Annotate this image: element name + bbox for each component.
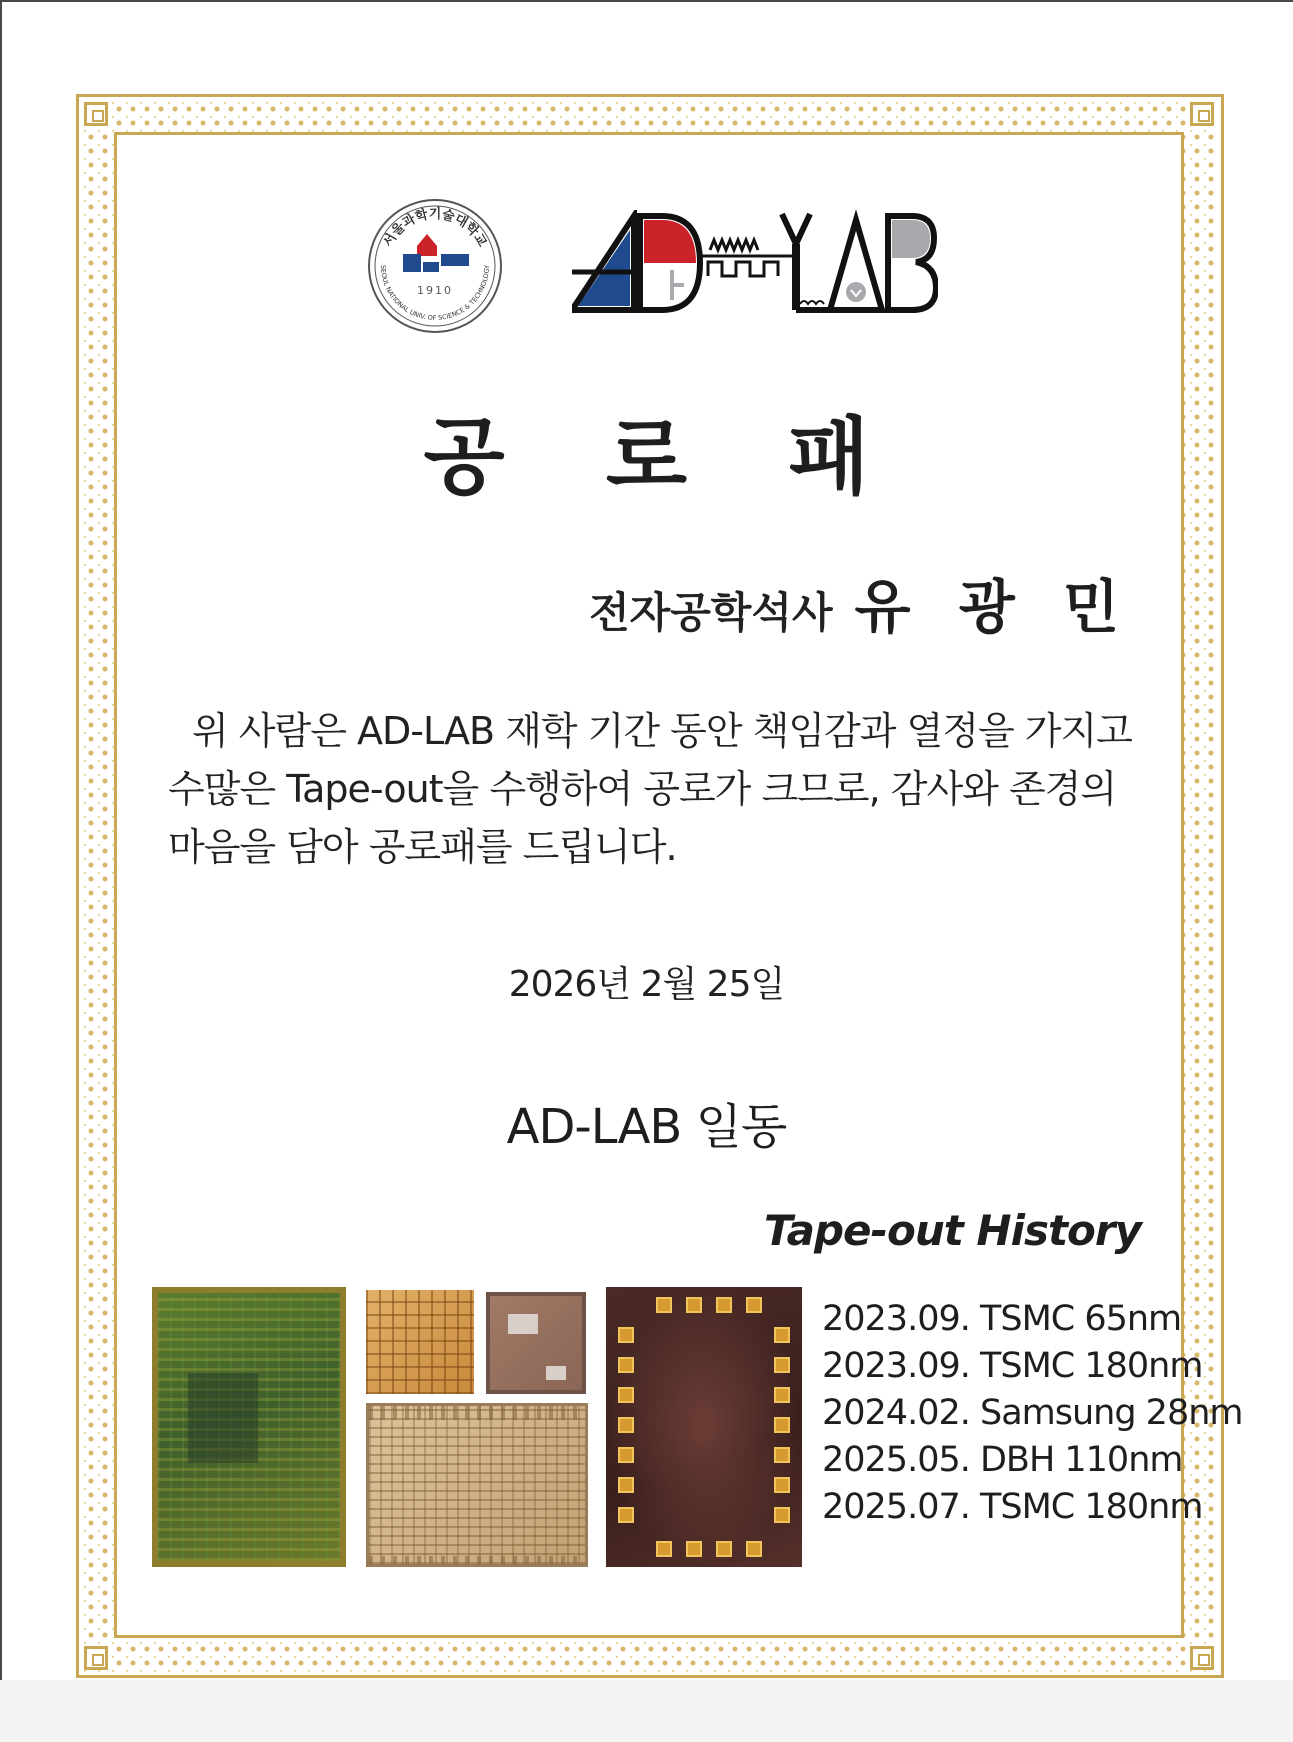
corner-ornament <box>1190 102 1214 126</box>
citation-line: 마음을 담아 공로패를 드립니다. <box>168 825 677 869</box>
seal-korean-name: 서울과학기술대학교 <box>380 207 490 250</box>
history-title: Tape-out History <box>763 1206 1141 1255</box>
seal-year: 1910 <box>417 284 453 297</box>
recipient-name: 유 광 민 <box>854 573 1133 641</box>
university-seal-logo <box>365 196 505 336</box>
page-bottom-margin <box>0 1680 1293 1742</box>
corner-ornament <box>84 102 108 126</box>
ad-lab-logo <box>572 210 938 316</box>
award-date: 2026년 2월 25일 <box>508 964 785 1005</box>
citation-line: 수많은 Tape-out을 수행하여 공로가 크므로, 감사와 존경의 <box>168 767 1117 811</box>
history-item: 2025.05. DBH 110nm <box>822 1440 1183 1480</box>
chip-die-photo <box>366 1290 474 1394</box>
history-item: 2025.07. TSMC 180nm <box>822 1487 1203 1527</box>
corner-ornament <box>1190 1646 1214 1670</box>
history-item: 2023.09. TSMC 65nm <box>822 1299 1182 1339</box>
citation-line: 위 사람은 AD-LAB 재학 기간 동안 책임감과 열정을 가지고 <box>192 709 1132 753</box>
chip-die-photo <box>366 1403 588 1567</box>
corner-ornament <box>84 1646 108 1670</box>
tapeout-history-list <box>822 1296 1243 1531</box>
presenter-signature: AD-LAB 일동 <box>506 1099 787 1155</box>
seal-english-name: SEOUL NATIONAL UNIV. OF SCIENCE & TECHNOLOGY <box>378 264 492 323</box>
chip-die-photo <box>606 1287 802 1567</box>
recipient-line <box>589 560 1133 644</box>
history-item: 2024.02. Samsung 28nm <box>822 1393 1243 1433</box>
history-item: 2023.09. TSMC 180nm <box>822 1346 1203 1386</box>
citation-paragraph <box>168 702 1133 876</box>
chip-die-photo <box>152 1287 346 1567</box>
certificate-title: 공 로 패 <box>423 408 906 506</box>
recipient-degree: 전자공학석사 <box>589 588 833 637</box>
chip-die-photo <box>486 1292 586 1394</box>
